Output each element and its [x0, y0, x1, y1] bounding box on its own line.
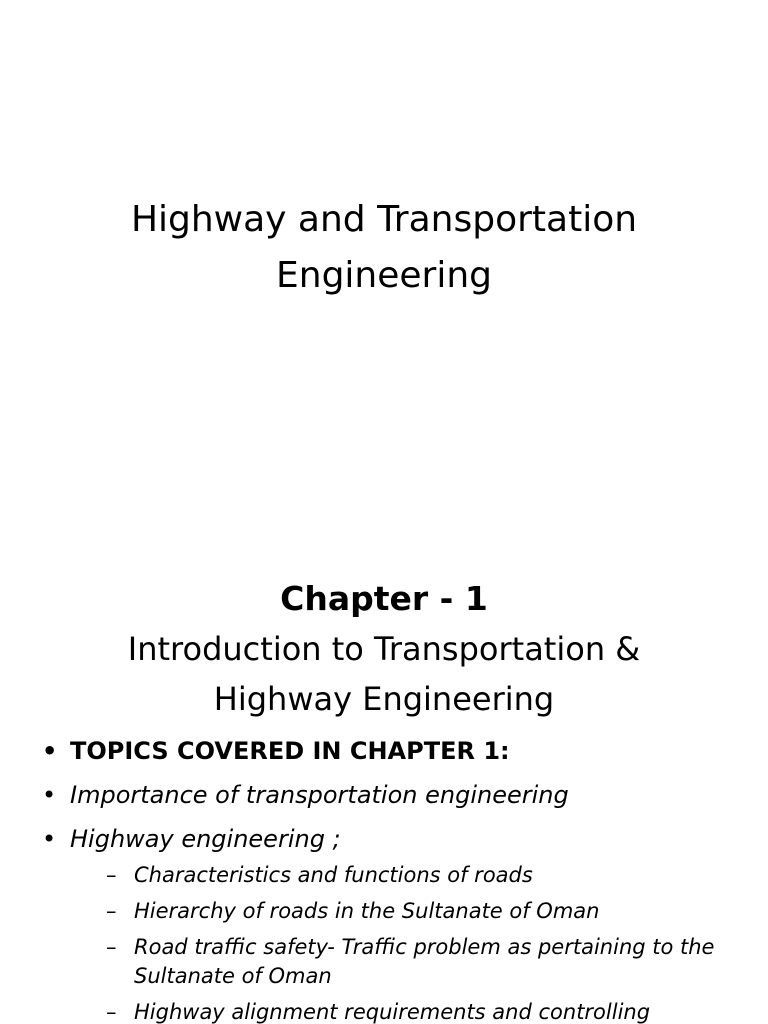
list-item	[70, 998, 760, 1024]
bullet-marker: •	[42, 737, 58, 765]
dash-marker: –	[106, 935, 117, 959]
list-item	[70, 861, 760, 890]
title-line-1: Highway and Transportation	[130, 199, 638, 240]
list-item	[70, 897, 760, 926]
topics-heading: TOPICS COVERED IN CHAPTER 1:	[70, 737, 510, 765]
subtopic-text: Characteristics and functions of roads	[134, 863, 533, 887]
list-item	[40, 817, 760, 1024]
chapter-subtitle-line-2: Highway Engineering	[213, 680, 555, 718]
chapter-label: Chapter - 1	[280, 579, 488, 618]
bullet-marker: •	[42, 825, 57, 853]
chapter-slide	[0, 512, 768, 1024]
chapter-subtitle-line-1: Introduction to Transportation &	[127, 630, 641, 668]
subtopics-list	[70, 861, 760, 1024]
dash-marker: –	[106, 1000, 117, 1024]
dash-marker: –	[106, 863, 117, 887]
subtopic-text: Road traffic safety- Traffic problem as pertaining to the Sultanate of Oman	[134, 935, 715, 988]
list-item	[40, 729, 760, 773]
topic-text: Importance of transportation engineering	[70, 781, 569, 809]
subtopic-text: Hierarchy of roads in the Sultanate of Oman	[134, 899, 600, 923]
presentation-title	[0, 192, 768, 304]
subtopic-text: Highway alignment requirements and controlling	[134, 1000, 651, 1024]
bullet-marker: •	[42, 781, 57, 809]
title-line-2: Engineering	[276, 255, 492, 296]
list-item	[70, 933, 760, 991]
dash-marker: –	[106, 899, 117, 923]
list-item	[40, 773, 760, 817]
topic-text: Highway engineering ;	[70, 825, 341, 853]
chapter-heading	[0, 574, 768, 724]
topics-list	[40, 729, 760, 1024]
